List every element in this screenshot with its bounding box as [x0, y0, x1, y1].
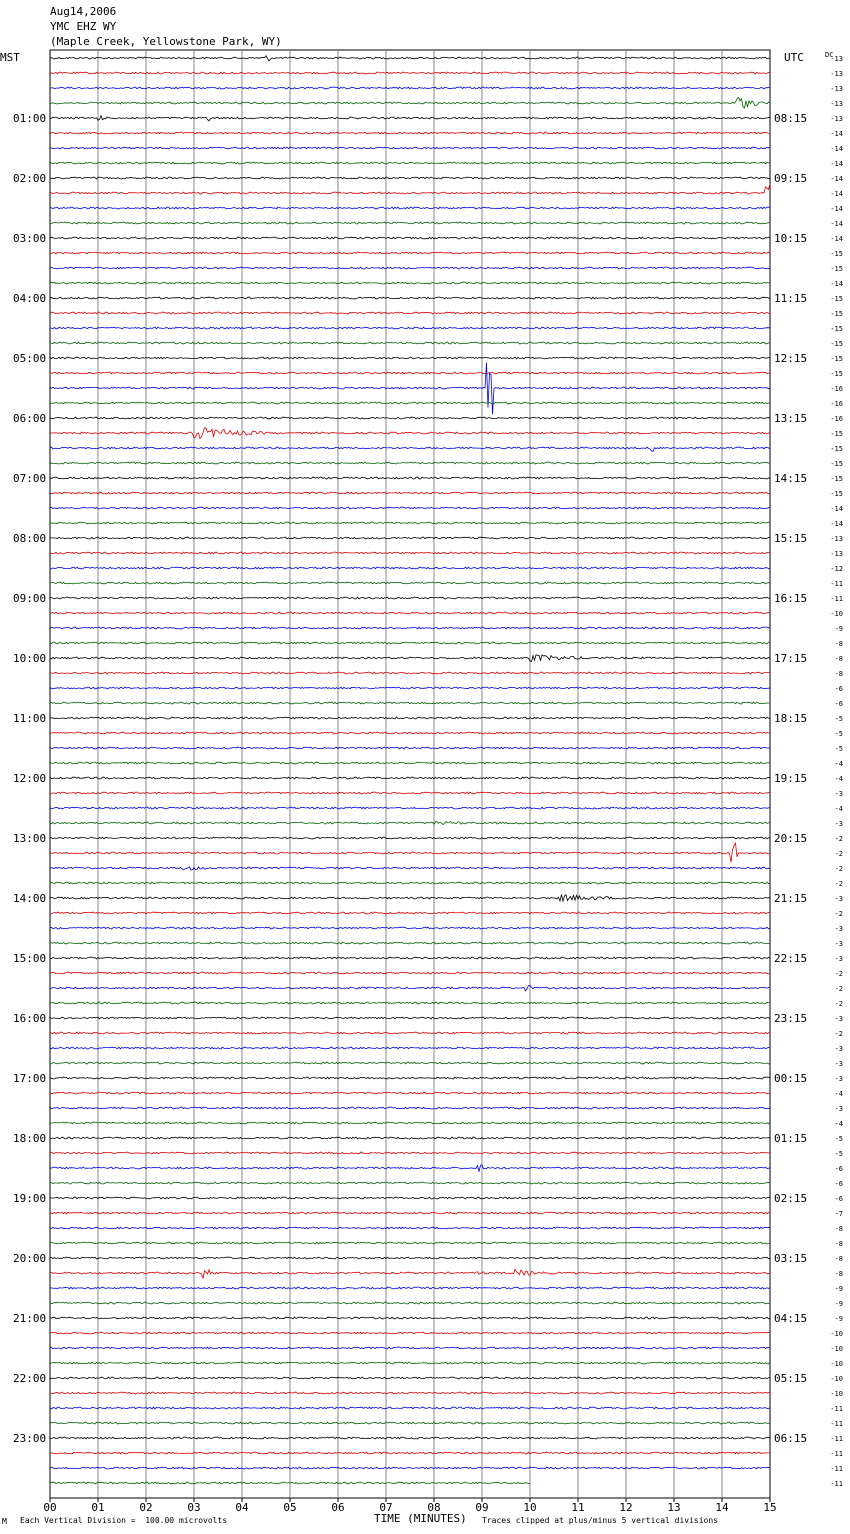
mst-hour-label: 21:00 — [13, 1312, 47, 1325]
seismic-trace — [50, 1197, 770, 1199]
dc-offset-label: -4 — [834, 760, 843, 768]
seismic-trace — [50, 822, 770, 825]
mst-hour-label: 17:00 — [13, 1072, 47, 1085]
seismic-trace — [50, 1269, 770, 1278]
dc-offset-label: -11 — [830, 1480, 843, 1488]
x-tick-label: 15 — [763, 1501, 777, 1514]
seismic-trace — [50, 417, 770, 419]
seismic-trace — [50, 402, 770, 404]
mst-hour-label: 10:00 — [13, 652, 47, 665]
seismic-trace — [50, 56, 770, 61]
utc-hour-label: 02:15 — [774, 1192, 808, 1205]
seismic-trace — [50, 792, 770, 794]
seismic-trace — [50, 582, 770, 584]
seismic-trace — [50, 1107, 770, 1109]
dc-offset-label: -9 — [834, 1285, 843, 1293]
seismic-trace — [50, 492, 770, 494]
utc-hour-label: 10:15 — [774, 232, 808, 245]
seismic-trace — [50, 1227, 770, 1229]
dc-offset-label: -13 — [830, 55, 843, 63]
dc-offset-label: -15 — [830, 340, 843, 348]
utc-axis-label: UTC — [784, 51, 804, 64]
dc-offset-label: -15 — [830, 490, 843, 498]
dc-offset-label: -15 — [830, 265, 843, 273]
dc-offset-label: -14 — [830, 280, 843, 288]
seismic-trace — [50, 1332, 770, 1334]
seismic-trace — [50, 1062, 770, 1064]
mst-hour-label: 15:00 — [13, 952, 47, 965]
mst-hour-label: 07:00 — [13, 472, 47, 485]
dc-offset-label: -3 — [834, 1075, 843, 1083]
dc-offset-label: -9 — [834, 625, 843, 633]
utc-hour-label: 14:15 — [774, 472, 808, 485]
dc-offset-label: -10 — [830, 1330, 843, 1338]
seismic-trace — [50, 363, 770, 415]
seismic-trace — [50, 627, 770, 629]
utc-hour-label: 05:15 — [774, 1372, 808, 1385]
seismic-trace — [50, 312, 770, 314]
dc-offset-label: -6 — [834, 685, 843, 693]
dc-offset-label: -14 — [830, 220, 843, 228]
seismic-trace — [50, 1422, 770, 1424]
dc-offset-label: -11 — [830, 1435, 843, 1443]
utc-hour-label: 00:15 — [774, 1072, 808, 1085]
dc-offset-label: -8 — [834, 1225, 843, 1233]
dc-offset-label: -14 — [830, 190, 843, 198]
dc-offset-label: -2 — [834, 865, 843, 873]
x-tick-label: 03 — [187, 1501, 201, 1514]
dc-offset-label: -2 — [834, 910, 843, 918]
seismic-trace — [50, 1017, 770, 1019]
utc-hour-label: 01:15 — [774, 1132, 808, 1145]
dc-offset-label: -15 — [830, 295, 843, 303]
seismic-trace — [50, 267, 770, 269]
seismic-trace — [50, 1152, 770, 1154]
utc-hour-label: 08:15 — [774, 112, 808, 125]
seismic-trace — [50, 1242, 770, 1244]
mst-hour-label: 23:00 — [13, 1432, 47, 1445]
seismic-trace — [50, 357, 770, 359]
dc-offset-label: -2 — [834, 1030, 843, 1038]
dc-offset-label: -15 — [830, 430, 843, 438]
seismic-trace — [50, 537, 770, 539]
dc-offset-label: -14 — [830, 175, 843, 183]
dc-offset-label: -15 — [830, 445, 843, 453]
x-tick-label: 10 — [523, 1501, 537, 1514]
mst-hour-label: 01:00 — [13, 112, 47, 125]
x-tick-label: 13 — [667, 1501, 681, 1514]
x-tick-label: 05 — [283, 1501, 297, 1514]
seismic-trace — [50, 342, 770, 344]
utc-hour-label: 21:15 — [774, 892, 808, 905]
seismic-trace — [50, 1347, 770, 1349]
seismic-trace — [50, 327, 770, 329]
dc-offset-label: -2 — [834, 880, 843, 888]
seismic-trace — [50, 507, 770, 509]
utc-hour-label: 06:15 — [774, 1432, 808, 1445]
seismic-trace — [50, 867, 770, 870]
seismic-trace — [50, 732, 770, 734]
mst-hour-label: 16:00 — [13, 1012, 47, 1025]
dc-offset-label: -10 — [830, 1360, 843, 1368]
seismic-trace — [50, 672, 770, 674]
seismic-trace — [50, 1137, 770, 1139]
x-tick-label: 12 — [619, 1501, 633, 1514]
seismic-trace — [50, 912, 770, 914]
seismic-trace — [50, 147, 770, 149]
dc-offset-label: -8 — [834, 1255, 843, 1263]
dc-offset-label: -3 — [834, 1105, 843, 1113]
seismic-trace — [50, 655, 770, 662]
utc-hour-label: 15:15 — [774, 532, 808, 545]
dc-offset-label: -3 — [834, 1015, 843, 1023]
dc-offset-label: -13 — [830, 85, 843, 93]
utc-hour-label: 03:15 — [774, 1252, 808, 1265]
dc-offset-label: -4 — [834, 805, 843, 813]
dc-offset-label: -14 — [830, 130, 843, 138]
dc-offset-label: -3 — [834, 955, 843, 963]
dc-offset-label: -14 — [830, 520, 843, 528]
dc-offset-label: -14 — [830, 235, 843, 243]
seismic-trace — [50, 116, 770, 121]
seismic-trace — [50, 837, 770, 839]
dc-offset-label: -5 — [834, 745, 843, 753]
dc-offset-label: -11 — [830, 1405, 843, 1413]
station-label: YMC EHZ WY — [50, 20, 117, 33]
utc-hour-label: 19:15 — [774, 772, 808, 785]
seismic-trace — [50, 1467, 770, 1469]
dc-offset-label: -6 — [834, 1165, 843, 1173]
dc-offset-label: -2 — [834, 850, 843, 858]
dc-offset-label: -3 — [834, 1045, 843, 1053]
mst-hour-label: 19:00 — [13, 1192, 47, 1205]
dc-offset-label: -4 — [834, 775, 843, 783]
seismic-trace — [50, 87, 770, 89]
dc-offset-label: -5 — [834, 715, 843, 723]
dc-offset-label: -6 — [834, 1180, 843, 1188]
seismic-trace — [50, 552, 770, 554]
seismic-trace — [50, 222, 770, 224]
dc-offset-label: -7 — [834, 1210, 843, 1218]
seismic-trace — [50, 597, 770, 599]
seismic-trace — [50, 1392, 770, 1394]
seismic-trace — [50, 807, 770, 809]
dc-offset-label: -2 — [834, 1000, 843, 1008]
mst-hour-label: 04:00 — [13, 292, 47, 305]
dc-offset-label: -15 — [830, 325, 843, 333]
dc-offset-label: -3 — [834, 1060, 843, 1068]
dc-offset-label: -13 — [830, 115, 843, 123]
corner-mark: M — [2, 1517, 7, 1526]
dc-offset-label: -11 — [830, 1465, 843, 1473]
utc-hour-label: 23:15 — [774, 1012, 808, 1025]
seismic-trace — [50, 97, 770, 108]
dc-offset-label: -15 — [830, 310, 843, 318]
dc-offset-label: -3 — [834, 925, 843, 933]
x-tick-label: 06 — [331, 1501, 345, 1514]
dc-offset-label: -10 — [830, 1390, 843, 1398]
mst-hour-label: 02:00 — [13, 172, 47, 185]
seismic-trace — [50, 132, 770, 134]
mst-hour-label: 11:00 — [13, 712, 47, 725]
dc-offset-label: -5 — [834, 1150, 843, 1158]
utc-hour-label: 20:15 — [774, 832, 808, 845]
dc-offset-label: -8 — [834, 640, 843, 648]
seismic-trace — [50, 1122, 770, 1124]
dc-offset-label: -13 — [830, 100, 843, 108]
mst-hour-label: 18:00 — [13, 1132, 47, 1145]
dc-offset-label: -6 — [834, 700, 843, 708]
dc-offset-label: -13 — [830, 550, 843, 558]
x-tick-label: 08 — [427, 1501, 441, 1514]
seismic-trace — [50, 1437, 770, 1439]
dc-offset-label: -10 — [830, 1345, 843, 1353]
mst-hour-label: 05:00 — [13, 352, 47, 365]
mst-hour-label: 14:00 — [13, 892, 47, 905]
seismic-trace — [50, 1452, 770, 1454]
dc-offset-label: -2 — [834, 985, 843, 993]
seismic-trace — [50, 567, 770, 569]
dc-offset-label: -15 — [830, 460, 843, 468]
dc-header-label: DC — [825, 51, 834, 59]
mst-hour-label: 03:00 — [13, 232, 47, 245]
utc-hour-label: 12:15 — [774, 352, 808, 365]
x-tick-label: 07 — [379, 1501, 393, 1514]
dc-offset-label: -9 — [834, 1315, 843, 1323]
utc-hour-label: 11:15 — [774, 292, 808, 305]
dc-offset-label: -11 — [830, 595, 843, 603]
utc-hour-label: 09:15 — [774, 172, 808, 185]
seismic-trace — [50, 184, 770, 194]
seismic-trace — [50, 687, 770, 689]
seismic-trace — [50, 428, 770, 439]
x-tick-label: 11 — [571, 1501, 585, 1514]
dc-offset-label: -11 — [830, 1420, 843, 1428]
seismic-trace — [50, 1287, 770, 1289]
seismic-trace — [50, 957, 770, 959]
x-tick-label: 14 — [715, 1501, 729, 1514]
seismic-trace — [50, 942, 770, 944]
dc-offset-label: -2 — [834, 835, 843, 843]
dc-offset-label: -5 — [834, 1135, 843, 1143]
seismic-trace — [50, 1257, 770, 1259]
dc-offset-label: -15 — [830, 250, 843, 258]
dc-offset-label: -14 — [830, 160, 843, 168]
seismic-trace — [50, 297, 770, 299]
seismic-trace — [50, 1077, 770, 1079]
seismic-trace — [50, 1377, 770, 1379]
utc-hour-label: 22:15 — [774, 952, 808, 965]
seismic-trace — [50, 477, 770, 479]
dc-offset-label: -8 — [834, 1270, 843, 1278]
location-label: (Maple Creek, Yellowstone Park, WY) — [50, 35, 282, 48]
dc-offset-label: -16 — [830, 400, 843, 408]
seismic-trace — [50, 972, 770, 974]
seismic-trace — [50, 927, 770, 929]
mst-hour-label: 20:00 — [13, 1252, 47, 1265]
seismic-trace — [50, 1182, 770, 1184]
seismic-trace — [50, 843, 770, 862]
seismic-trace — [50, 1165, 770, 1172]
dc-offset-label: -11 — [830, 1450, 843, 1458]
seismic-trace — [50, 986, 770, 991]
seismic-trace — [50, 1407, 770, 1409]
dc-offset-label: -15 — [830, 370, 843, 378]
seismic-trace — [50, 895, 770, 902]
seismic-trace — [50, 177, 770, 179]
mst-hour-label: 22:00 — [13, 1372, 47, 1385]
x-tick-label: 01 — [91, 1501, 105, 1514]
clip-note: Traces clipped at plus/minus 5 vertical divisions — [482, 1516, 719, 1525]
dc-offset-label: -5 — [834, 730, 843, 738]
x-tick-label: 02 — [139, 1501, 153, 1514]
seismic-trace — [50, 777, 770, 779]
mst-hour-label: 09:00 — [13, 592, 47, 605]
dc-offset-label: -14 — [830, 505, 843, 513]
utc-hour-label: 18:15 — [774, 712, 808, 725]
seismic-trace — [50, 1002, 770, 1004]
dc-offset-label: -3 — [834, 940, 843, 948]
date-label: Aug14,2006 — [50, 5, 117, 18]
dc-offset-label: -6 — [834, 1195, 843, 1203]
seismic-trace — [50, 1092, 770, 1094]
seismic-trace — [50, 207, 770, 209]
x-axis-title: TIME (MINUTES) — [374, 1512, 467, 1525]
dc-offset-label: -2 — [834, 970, 843, 978]
x-tick-label: 09 — [475, 1501, 489, 1514]
dc-offset-label: -10 — [830, 610, 843, 618]
seismic-trace — [50, 162, 770, 164]
seismic-trace — [50, 747, 770, 749]
utc-hour-label: 13:15 — [774, 412, 808, 425]
dc-offset-label: -14 — [830, 145, 843, 153]
dc-offset-label: -13 — [830, 535, 843, 543]
dc-offset-label: -16 — [830, 385, 843, 393]
utc-hour-label: 04:15 — [774, 1312, 808, 1325]
mst-hour-label: 06:00 — [13, 412, 47, 425]
seismic-trace — [50, 612, 770, 614]
dc-offset-label: -3 — [834, 820, 843, 828]
seismic-trace — [50, 252, 770, 254]
seismic-trace — [50, 882, 770, 884]
dc-offset-label: -11 — [830, 580, 843, 588]
scale-note: Each Vertical Division = 100.00 microvolts — [20, 1516, 228, 1525]
dc-offset-label: -9 — [834, 1300, 843, 1308]
seismic-trace — [50, 762, 770, 764]
seismic-trace — [50, 1362, 770, 1364]
x-tick-label: 00 — [43, 1501, 57, 1514]
dc-offset-label: -4 — [834, 1120, 843, 1128]
seismic-trace — [50, 1212, 770, 1214]
seismic-trace — [50, 72, 770, 74]
dc-offset-label: -8 — [834, 655, 843, 663]
seismic-trace — [50, 462, 770, 464]
dc-offset-label: -15 — [830, 355, 843, 363]
seismic-trace — [50, 447, 770, 451]
seismic-trace — [50, 1302, 770, 1304]
dc-offset-label: -10 — [830, 1375, 843, 1383]
seismic-trace — [50, 237, 770, 239]
dc-offset-label: -3 — [834, 790, 843, 798]
dc-offset-label: -16 — [830, 415, 843, 423]
mst-hour-label: 13:00 — [13, 832, 47, 845]
seismic-trace — [50, 642, 770, 644]
seismic-trace — [50, 372, 770, 374]
seismic-trace — [50, 1047, 770, 1049]
mst-hour-label: 08:00 — [13, 532, 47, 545]
dc-offset-label: -3 — [834, 895, 843, 903]
dc-offset-label: -14 — [830, 205, 843, 213]
mst-axis-label: MST — [0, 51, 20, 64]
seismic-trace — [50, 717, 770, 719]
utc-hour-label: 17:15 — [774, 652, 808, 665]
seismic-trace — [50, 522, 770, 524]
dc-offset-label: -8 — [834, 670, 843, 678]
seismic-trace — [50, 1317, 770, 1319]
seismic-trace — [50, 1032, 770, 1034]
dc-offset-label: -8 — [834, 1240, 843, 1248]
mst-hour-label: 12:00 — [13, 772, 47, 785]
dc-offset-label: -4 — [834, 1090, 843, 1098]
seismic-trace — [50, 282, 770, 284]
dc-offset-label: -15 — [830, 475, 843, 483]
x-tick-label: 04 — [235, 1501, 249, 1514]
utc-hour-label: 16:15 — [774, 592, 808, 605]
seismic-trace — [50, 702, 770, 704]
dc-offset-label: -12 — [830, 565, 843, 573]
dc-offset-label: -13 — [830, 70, 843, 78]
